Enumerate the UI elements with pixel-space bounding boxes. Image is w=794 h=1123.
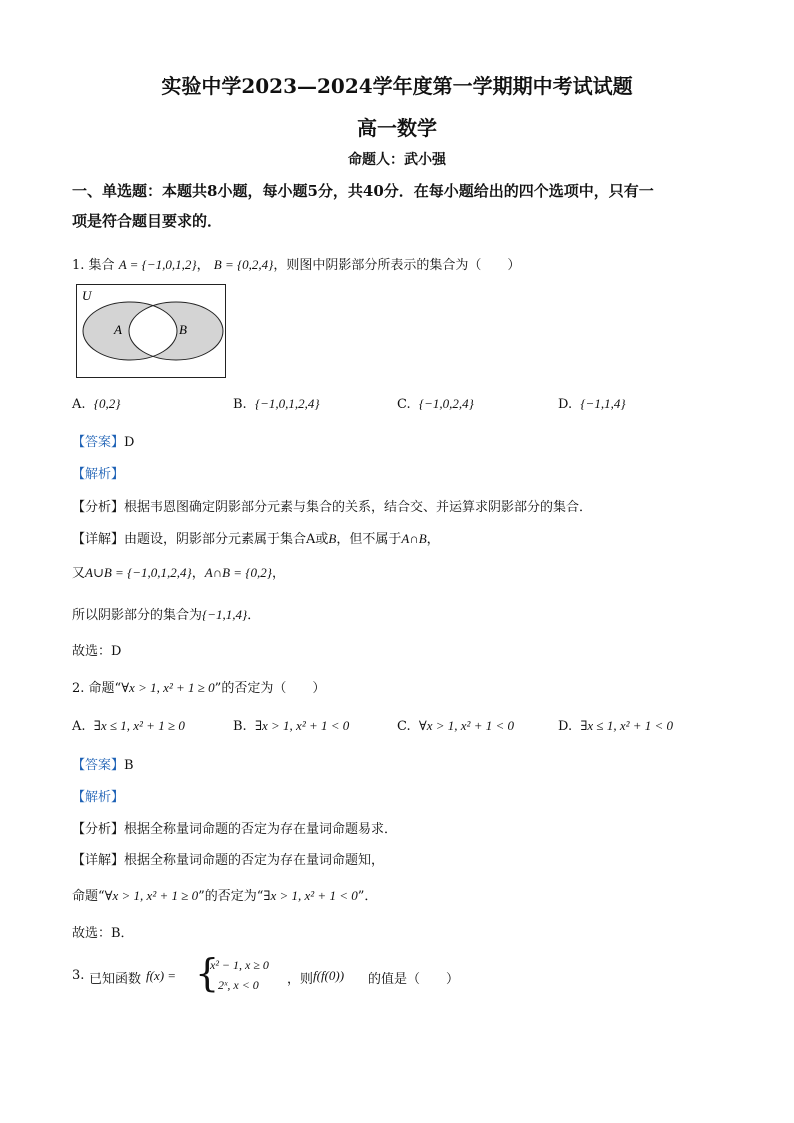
section-heading-line2: 项是符合题目要求的． <box>72 212 223 230</box>
q2-fenxi: 【分析】根据全称量词命题的否定为存在量词命题易求． <box>72 822 398 837</box>
q1-comma: ， <box>196 258 210 273</box>
q1-option-c: C. {−1,0,2,4} <box>397 396 474 412</box>
section-heading <box>72 176 654 236</box>
q1-stem <box>72 254 520 273</box>
venn-diagram <box>76 284 226 378</box>
q2-option-c: C. ∀x > 1, x² + 1 < 0 <box>397 718 514 734</box>
q2-option-a: A. ∃x ≤ 1, x² + 1 ≥ 0 <box>72 718 185 734</box>
q1-analysis: 【解析】 <box>72 467 125 482</box>
q2-stem: 2. 命题“∀x > 1, x² + 1 ≥ 0”的否定为（ ） <box>72 680 326 696</box>
q2-xiangjie: 【详解】根据全称量词命题的否定为存在量词命题知， <box>72 853 385 868</box>
q1-suffix: ，则图中阴影部分所表示的集合为（ ） <box>273 258 521 273</box>
q1-conclusion: 所以阴影部分的集合为{−1,1,4}． <box>72 607 261 623</box>
q2-analysis: 【解析】 <box>72 790 125 805</box>
q2-answer: 【答案】B <box>72 758 134 773</box>
exam-title: 实验中学2023—2024学年度第一学期期中考试试题 <box>161 74 633 98</box>
q1-fenxi: 【分析】根据韦恩图确定阴影部分元素与集合的关系，结合交、并运算求阴影部分的集合． <box>72 500 593 515</box>
q3-piecewise: x² − 1, x ≥ 0 2ˣ, x < 0 <box>210 958 269 992</box>
q1-prefix: 集合 <box>88 258 115 273</box>
q2-choose: 故选：B． <box>72 926 134 941</box>
q1-number: 1. <box>72 258 85 273</box>
q2-option-d: D. ∃x ≤ 1, x² + 1 < 0 <box>558 718 674 734</box>
q1-union-line: 又A∪B = {−1,0,1,2,4}，A∩B = {0,2}， <box>72 565 285 581</box>
exam-author: 命题人：武小强 <box>348 152 446 168</box>
q1-xiangjie: 【详解】由题设，阴影部分元素属于集合A或B，但不属于A∩B， <box>72 531 440 547</box>
venn-label-a: A <box>114 322 122 337</box>
q1-set-a: A = {−1,0,1,2} <box>118 257 197 272</box>
piecewise-brace: { <box>195 951 220 995</box>
venn-label-b: B <box>179 322 187 337</box>
q1-set-b: B = {0,2,4} <box>213 257 274 272</box>
q1-answer-value: D <box>124 435 135 450</box>
section-heading-line1: 一、单选题：本题共8小题，每小题5分，共40分．在每小题给出的四个选项中，只有一 <box>72 182 654 200</box>
venn-label-u: U <box>82 288 92 303</box>
q1-answer-tag: 【答案】 <box>72 435 125 450</box>
q1-answer <box>72 431 134 450</box>
q1-choose: 故选：D <box>72 644 122 659</box>
q1-option-a: A. {0,2} <box>72 396 121 412</box>
q2-negation-line: 命题“∀x > 1, x² + 1 ≥ 0”的否定为“∃x > 1, x² + 1 < 0”． <box>72 888 378 904</box>
q1-option-b: B. {−1,0,1,2,4} <box>233 396 320 412</box>
q1-option-d: D. {−1,1,4} <box>558 396 626 412</box>
q2-option-b: B. ∃x > 1, x² + 1 < 0 <box>233 718 350 734</box>
exam-subtitle: 高一数学 <box>357 116 437 140</box>
